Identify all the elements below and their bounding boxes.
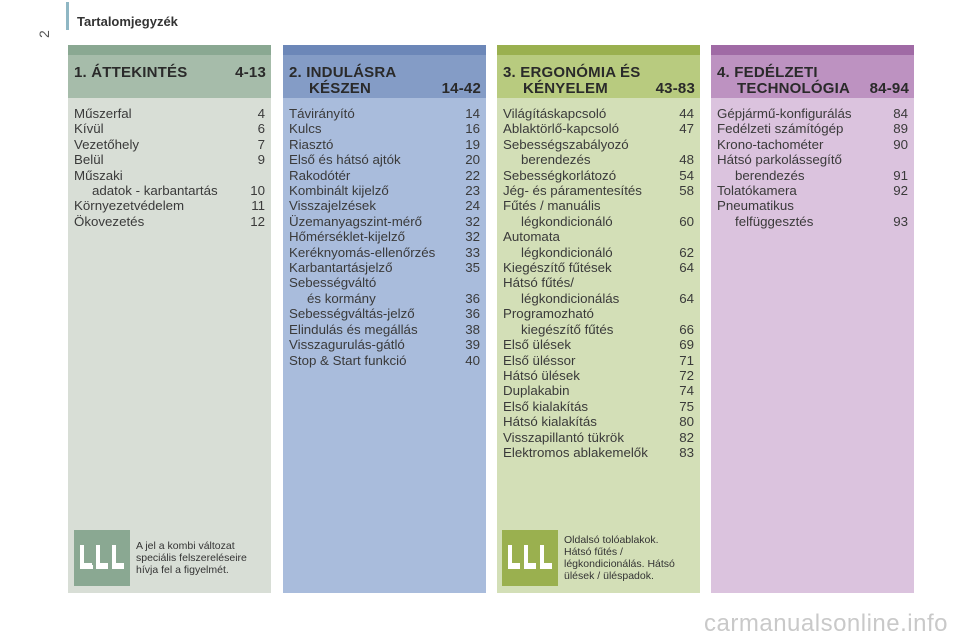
toc-entry-label: Visszagurulás-gátló [289, 337, 405, 353]
toc-entry[interactable] [503, 260, 694, 275]
page-number: 2 [36, 30, 52, 38]
toc-entry-page: 69 [679, 337, 694, 353]
toc-entry[interactable] [717, 198, 908, 229]
toc-entry[interactable] [503, 306, 694, 337]
toc-entry-label: Sebességváltó és kormány [289, 275, 377, 306]
watermark: carmanualsonline.info [704, 610, 948, 637]
toc-entry-page: 72 [679, 367, 694, 383]
note-line: ülések / üléspadok. [564, 570, 654, 582]
seat-row-icon [502, 530, 558, 586]
toc-entry-label: Riasztó [289, 136, 334, 152]
toc-entry[interactable] [289, 137, 480, 152]
toc-entry[interactable] [503, 275, 694, 306]
toc-entry-page: 35 [465, 260, 480, 276]
toc-entry-page: 36 [465, 306, 480, 322]
note-line: speciális felszereléseire [136, 552, 247, 564]
toc-entry-label: Vezetőhely [74, 136, 140, 152]
header-accent-bar [66, 2, 69, 30]
toc-entry-page: 6 [257, 121, 265, 137]
toc-entry-label: Ablaktörlő-kapcsoló [503, 121, 620, 137]
toc-entry-label: Pneumatikus felfüggesztés [717, 198, 814, 229]
toc-entry-sublabel: felfüggesztés [735, 213, 814, 229]
section-getting-ready [283, 45, 486, 593]
section-title: 1. ÁTTEKINTÉS [74, 64, 188, 81]
toc-entry-label: Programozható kiegészítő fűtés [503, 306, 614, 337]
toc-entry[interactable] [289, 198, 480, 213]
toc-entry[interactable] [74, 121, 265, 136]
toc-entry-label: Gépjármű-konfigurálás [717, 106, 852, 121]
toc-entry-page: 62 [679, 244, 694, 260]
section-stripe [711, 45, 914, 55]
toc-entry[interactable] [289, 337, 480, 352]
toc-entry[interactable] [289, 183, 480, 198]
toc-entry-page: 44 [679, 106, 694, 121]
toc-entry-page: 12 [250, 213, 265, 229]
section-header[interactable] [711, 55, 914, 98]
toc-entry-label: Rakodótér [289, 167, 351, 183]
toc-entry-label: Belül [74, 152, 104, 168]
section-title: 3. ERGONÓMIA ÉS [503, 64, 641, 81]
toc-entry-page: 60 [679, 213, 694, 229]
toc-entry[interactable] [503, 383, 694, 398]
section-header[interactable] [283, 55, 486, 98]
toc-entry-label: Sebességváltás-jelző [289, 306, 415, 322]
toc-entry-page: 93 [893, 213, 908, 229]
toc-entry-label: Üzemanyagszint-mérő [289, 213, 423, 229]
toc-entry[interactable] [503, 445, 694, 460]
section-overview [68, 45, 271, 593]
toc-entry[interactable] [74, 106, 265, 121]
toc-entry-sublabel: és kormány [307, 290, 376, 306]
toc-entry-label: Hátsó fűtés/ légkondicionálás [503, 275, 620, 306]
section-pages: 43-83 [655, 80, 695, 97]
toc-entry[interactable] [503, 399, 694, 414]
toc-entry-label: Keréknyomás-ellenőrzés [289, 244, 436, 260]
toc-entry-page: 82 [679, 429, 694, 445]
toc-entry-label: Sebességkorlátozó [503, 167, 617, 183]
toc-entry-page: 24 [465, 198, 480, 214]
note-line: Oldalsó tolóablakok. [564, 534, 659, 546]
toc-entry-label: Első üléssor [503, 352, 576, 368]
toc-entry-page: 66 [679, 321, 694, 337]
toc-entry-page: 75 [679, 398, 694, 414]
toc-entry-page: 74 [679, 383, 694, 399]
toc-entry-label: Elindulás és megállás [289, 321, 418, 337]
toc-entry-sublabel: adatok - karbantartás [92, 183, 218, 199]
section-title: 4. FEDÉLZETI [717, 64, 818, 81]
note-line: A jel a kombi változat [136, 540, 235, 552]
toc-entry-label: Duplakabin [503, 383, 570, 399]
toc-entry[interactable] [503, 121, 694, 136]
section-pages: 14-42 [441, 80, 481, 97]
toc-entry-label: Világításkapcsoló [503, 106, 607, 121]
toc-entry-page: 32 [465, 213, 480, 229]
section-entries [497, 98, 700, 460]
toc-entry-label: Kívül [74, 121, 104, 137]
section-stripe [68, 45, 271, 55]
toc-entry[interactable] [717, 152, 908, 183]
toc-entry-sublabel: légkondicionálás [521, 290, 620, 306]
seat-row-icon [74, 530, 130, 586]
toc-entry-page: 80 [679, 414, 694, 430]
toc-entry[interactable] [503, 414, 694, 429]
toc-entry-page: 38 [465, 321, 480, 337]
toc-entry[interactable] [289, 306, 480, 321]
note-line: hívja fel a figyelmét. [136, 564, 229, 576]
toc-entry-sublabel: légkondicionáló [521, 213, 613, 229]
toc-entry-label: Fedélzeti számítógép [717, 121, 844, 137]
toc-entry-page: 20 [465, 152, 480, 168]
toc-entry-page: 9 [257, 152, 265, 168]
toc-entry-page: 64 [679, 260, 694, 276]
toc-entry-label: Fűtés / manuális légkondicionáló [503, 198, 613, 229]
toc-entry-page: 90 [893, 136, 908, 152]
toc-entry-page: 19 [465, 136, 480, 152]
section-onboard-technology [711, 45, 914, 593]
toc-entry-page: 10 [250, 183, 265, 199]
toc-entry-label: Kulcs [289, 121, 322, 137]
toc-entry-page: 58 [679, 183, 694, 199]
toc-entry-page: 4 [257, 106, 265, 121]
toc-entry-page: 32 [465, 229, 480, 245]
toc-entry-label: Elektromos ablakemelők [503, 444, 648, 460]
toc-entry-page: 23 [465, 183, 480, 199]
toc-entry-label: Kiegészítő fűtések [503, 260, 612, 276]
toc-entry-page: 7 [257, 136, 265, 152]
toc-entry[interactable] [503, 106, 694, 121]
toc-entry-sublabel: légkondicionáló [521, 244, 613, 260]
toc-entry-label: Visszapillantó tükrök [503, 429, 624, 445]
toc-entry[interactable] [503, 137, 694, 168]
toc-entry-label: Jég- és páramentesítés [503, 183, 642, 199]
note-text [136, 540, 247, 576]
toc-entry[interactable] [289, 353, 480, 368]
toc-entry[interactable] [74, 152, 265, 167]
toc-entry[interactable] [74, 198, 265, 213]
toc-entry[interactable] [289, 121, 480, 136]
section-stripe [497, 45, 700, 55]
toc-entry[interactable] [717, 183, 908, 198]
toc-entry-label: Első ülések [503, 337, 571, 353]
section-stripe [283, 45, 486, 55]
note-line: légkondicionálás. Hátsó [564, 558, 675, 570]
toc-entry-page: 47 [679, 121, 694, 137]
section-header[interactable] [497, 55, 700, 98]
section-header[interactable] [68, 55, 271, 98]
toc-entry[interactable] [503, 183, 694, 198]
toc-entry-page: 89 [893, 121, 908, 137]
section-title-line2: TECHNOLÓGIA [737, 80, 851, 97]
section-pages: 4-13 [235, 64, 266, 81]
note-side-windows [502, 530, 675, 586]
note-line: Hátsó fűtés / [564, 546, 623, 558]
toc-entry-label: Hátsó parkolássegítő berendezés [717, 152, 842, 183]
toc-entry[interactable] [289, 152, 480, 167]
toc-entry-page: 22 [465, 167, 480, 183]
toc-entry-page: 54 [679, 167, 694, 183]
toc-entry-label: Krono-tachométer [717, 136, 824, 152]
toc-entry[interactable] [289, 168, 480, 183]
toc-entry-label: Műszerfal [74, 106, 132, 121]
toc-entry[interactable] [717, 137, 908, 152]
toc-entry-label: Távirányító [289, 106, 355, 121]
toc-entry[interactable] [74, 137, 265, 152]
toc-entry-label: Környezetvédelem [74, 198, 185, 214]
toc-entry-sublabel: kiegészítő fűtés [521, 321, 614, 337]
toc-entry[interactable] [503, 229, 694, 260]
toc-entry-label: Műszaki adatok - karbantartás [74, 167, 218, 199]
toc-entry[interactable] [717, 121, 908, 136]
section-title-line2: KÉNYELEM [523, 80, 608, 97]
toc-entry-page: 83 [679, 444, 694, 460]
toc-entry[interactable] [503, 368, 694, 383]
toc-entry[interactable] [503, 168, 694, 183]
section-title: 2. INDULÁSRA [289, 64, 397, 81]
toc-entry-label: Első és hátsó ajtók [289, 152, 401, 168]
toc-entry[interactable] [289, 260, 480, 275]
toc-entry-label: Sebességszabályozó berendezés [503, 136, 629, 168]
toc-entry-label: Hátsó ülések [503, 367, 580, 383]
toc-entry[interactable] [289, 229, 480, 244]
toc-entry-label: Ökovezetés [74, 213, 145, 229]
section-entries [283, 98, 486, 368]
section-ergonomics [497, 45, 700, 593]
toc-entry[interactable] [289, 245, 480, 260]
toc-entry[interactable] [289, 275, 480, 306]
toc-entry-label: Kombinált kijelző [289, 183, 389, 199]
toc-entry-page: 91 [893, 167, 908, 183]
toc-entry-label: Hőmérséklet-kijelző [289, 229, 406, 245]
toc-entry-page: 33 [465, 244, 480, 260]
toc-entry[interactable] [289, 106, 480, 121]
toc-entry-page: 64 [679, 290, 694, 306]
note-combi [74, 530, 247, 586]
toc-entry[interactable] [289, 214, 480, 229]
toc-entry-sublabel: berendezés [735, 167, 805, 183]
toc-entry-label: Automata légkondicionáló [503, 229, 613, 260]
toc-entry-sublabel: berendezés [521, 152, 591, 168]
section-entries [68, 98, 271, 229]
toc-entry-label: Hátsó kialakítás [503, 414, 597, 430]
note-text [564, 534, 675, 582]
toc-entry-page: 48 [679, 152, 694, 168]
toc-entry-label: Karbantartásjelző [289, 260, 393, 276]
toc-entry[interactable] [503, 353, 694, 368]
section-title-line2: KÉSZEN [309, 80, 372, 97]
toc-entry-page: 40 [465, 352, 480, 368]
toc-entry-page: 71 [679, 352, 694, 368]
toc-entry[interactable] [503, 198, 694, 229]
toc-entry-page: 92 [893, 183, 908, 199]
toc-entry-page: 84 [893, 106, 908, 121]
toc-entry-label: Stop & Start funkció [289, 352, 407, 368]
page-title: Tartalomjegyzék [77, 14, 178, 29]
toc-entry-page: 39 [465, 337, 480, 353]
toc-entry[interactable] [503, 337, 694, 352]
toc-entry[interactable] [503, 430, 694, 445]
toc-entry-page: 11 [251, 198, 265, 214]
toc-entry[interactable] [289, 322, 480, 337]
section-entries [711, 98, 914, 229]
toc-entry-label: Tolatókamera [717, 183, 797, 199]
toc-entry[interactable] [74, 168, 265, 199]
toc-entry-label: Visszajelzések [289, 198, 376, 214]
toc-entry[interactable] [74, 214, 265, 229]
toc-entry-label: Első kialakítás [503, 398, 588, 414]
section-pages: 84-94 [869, 80, 909, 97]
toc-entry-page: 14 [465, 106, 480, 121]
toc-entry[interactable] [717, 106, 908, 121]
toc-entry-page: 36 [465, 290, 480, 306]
toc-entry-page: 16 [465, 121, 480, 137]
